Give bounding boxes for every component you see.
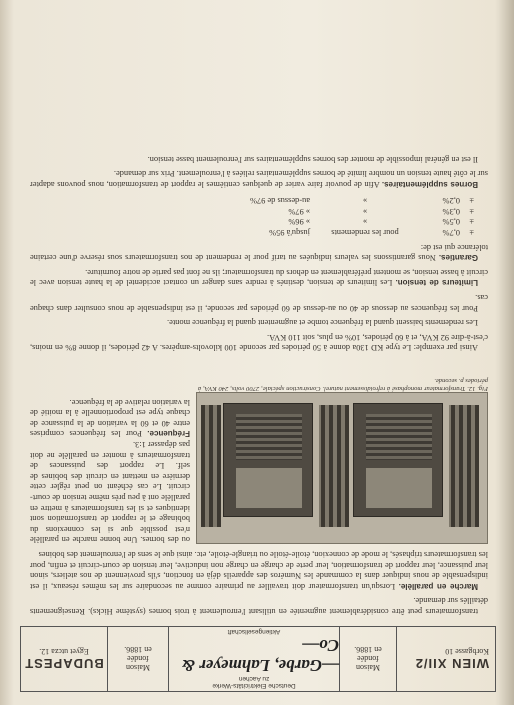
vienna-address: Korbgasse 10 (445, 647, 489, 656)
tolerance-row (30, 227, 474, 238)
year-left: en 1886. (354, 645, 382, 655)
firm-name-block (168, 627, 339, 691)
wrap-text (30, 396, 190, 544)
firm-name: —Garbe, Lahmeyer & Co— (181, 636, 339, 676)
paragraph-intro: transformateurs peut être considérablement augmentée en utilisant l'enroulement à trois bornes (système Hicks). Renseignements détaillés sur demande. (30, 596, 488, 616)
parallel-continued: ou des bornes. Une bonne marche en parallèle n'est possible que si les connexions du bobinage et le rapport de transformation sont identiques et si les transformateurs à mettre en parallèle ont à peu près même tension de court-circuit. Le cas échéant on peut régler cette dernière en mettant en circuit des bobines de self. Le rapport des puissances de transformateurs à monter en parallèle ne doit pas dépasser 1:3. (30, 440, 190, 545)
tolerance-row (30, 195, 474, 206)
frame-middle (319, 405, 349, 527)
heading-frequency: Fréquence. (147, 429, 190, 439)
maison-right: Maison (126, 663, 150, 673)
heading-limiters: Limiteurs de tension. (395, 278, 478, 288)
budapest-address: Egyet utcza 12. (39, 647, 89, 656)
tolerance-desc: » (362, 196, 368, 206)
figure-caption: Fig. 12. Transformateur monophasé à refroidissement naturel. Construction spéciale, 2700 volts, 240 KVA, à périodes p. seconde. (198, 377, 488, 393)
figure-block (30, 356, 488, 544)
tolerance-sign: ± (469, 217, 474, 227)
tolerance-range: » 97% (288, 206, 310, 216)
paragraph-parallel (30, 548, 488, 590)
works-sub: zu Aachen (238, 675, 270, 683)
tolerance-range: jusqu'à 95% (269, 228, 310, 238)
letterhead (20, 626, 496, 692)
guarantees-text: Nous garantissons les valeurs indiquées au tarif pour le rendement de nos transformateurs sous réserve d'une certaine tolérance qui est de: (29, 242, 488, 263)
tolerance-table (30, 195, 474, 237)
tolerance-desc: pour les rendements (331, 228, 399, 238)
vienna-city: WIEN XII/2 (414, 656, 489, 671)
terminals-text: Afin de pouvoir faire varier de quelques centièmes le rapport de transformation, nous pouvons adapter sur le côté haute tension un nombre limité de bornes supplémentaires reliées à l'enroulement. Prix sur demande. (30, 169, 488, 189)
tolerance-sign: ± (469, 206, 474, 216)
paragraph-frequency-limits: Pour les fréquences au dessous de 40 ou au-dessus de 60 périodes par seconde, il est indispensable de nous consulter dans chaque cas. (30, 293, 488, 313)
tolerance-range: » 96% (288, 217, 310, 227)
heading-guarantees: Garanties. (438, 253, 478, 263)
paragraph-guarantees (30, 241, 488, 262)
tolerance-value: 0,2% (442, 196, 460, 206)
cabinet-right (223, 403, 313, 517)
founded-left (339, 627, 396, 691)
founded-right (107, 627, 168, 691)
paragraph-example: Ainsi par exemple: Le type KD 130a donne à 50 périodes par seconde 100 kilovolts-ampères. A 42 périodes, il donne 8% en moins, c'est-à-dire 92 KVA, et à 60 périodes, 10% en plus, soit 110 KVA. (30, 332, 488, 353)
tolerance-desc: » (362, 206, 368, 216)
paragraph-efficiency: Les rendements baissent quand la fréquence tombe et augmentent quand la fréquence monte. (167, 318, 478, 328)
tolerance-desc: » (362, 217, 368, 227)
frame-left (449, 405, 479, 527)
fondee-right: fondée (127, 654, 149, 664)
paragraph-low-voltage: Il est en général impossible de monter des bornes supplémentaires sur l'enroulement basse tension. (147, 154, 478, 164)
frequency-text: Pour les fréquences comprises entre 40 et 60 la variation de la puissance de chaque type est proportionnelle à la moitié de la variation relative de la fréquence. (29, 397, 190, 439)
tolerance-value: 0,7% (442, 228, 460, 238)
company-type: Aktiengesellschaft (227, 628, 281, 636)
limiters-text: Les limiteurs de tension, destinés à rendre sans danger un contact accidentel de la haute tension avec le circuit à basse tension, se montent préférablement en dehors du transformateur; ils ne font pas partie de notre fourniture. (29, 267, 488, 288)
maison-left: Maison (356, 663, 380, 673)
heading-parallel: Marche en parallèle. (398, 581, 478, 591)
heading-terminals: Bornes supplémentaires. (381, 179, 478, 189)
budapest-office (21, 627, 107, 691)
cabinet-left (353, 403, 443, 517)
works-name: Deutsche Elektricitäts-Werke (212, 682, 296, 690)
tolerance-value: 0,3% (442, 206, 460, 216)
paragraph-terminals (30, 168, 488, 189)
body-text (30, 149, 488, 616)
tolerance-value: 0,5% (442, 217, 460, 227)
transformer-photo (196, 392, 488, 544)
parallel-text: Lorsqu'un transformateur doit travailler au primaire comme au secondaire sur les mêmes réseaux, il est indispensable de nous indiquer dans la commande les Numéros des appareils déjà en fonction, s'ils proviennent de nos ateliers, sinon leur puissance, leur rapport de transformation, leur perte de charge en charge non inductive, leur tension de court-circuit et enfin, pour les transformateurs triphasés, le mode de connexion, étoile-étoile ou triangle-étoile, etc. ainsi que le sens de l'enroulement des bobines (30, 550, 488, 591)
vienna-office (396, 627, 495, 691)
tolerance-row (30, 216, 474, 227)
paragraph-limiters (30, 266, 488, 287)
frame-right (201, 405, 221, 527)
tolerance-range: au-dessus de 97% (249, 196, 310, 206)
budapest-city: BUDAPEST (24, 656, 104, 671)
fondee-left: fondée (357, 654, 379, 664)
page-binding-edge (498, 0, 514, 705)
tolerance-sign: ± (469, 196, 474, 206)
year-right: en 1886. (124, 645, 152, 655)
catalog-page-rotated (14, 8, 502, 698)
tolerance-row (30, 205, 474, 216)
tolerance-sign: ± (469, 228, 474, 238)
